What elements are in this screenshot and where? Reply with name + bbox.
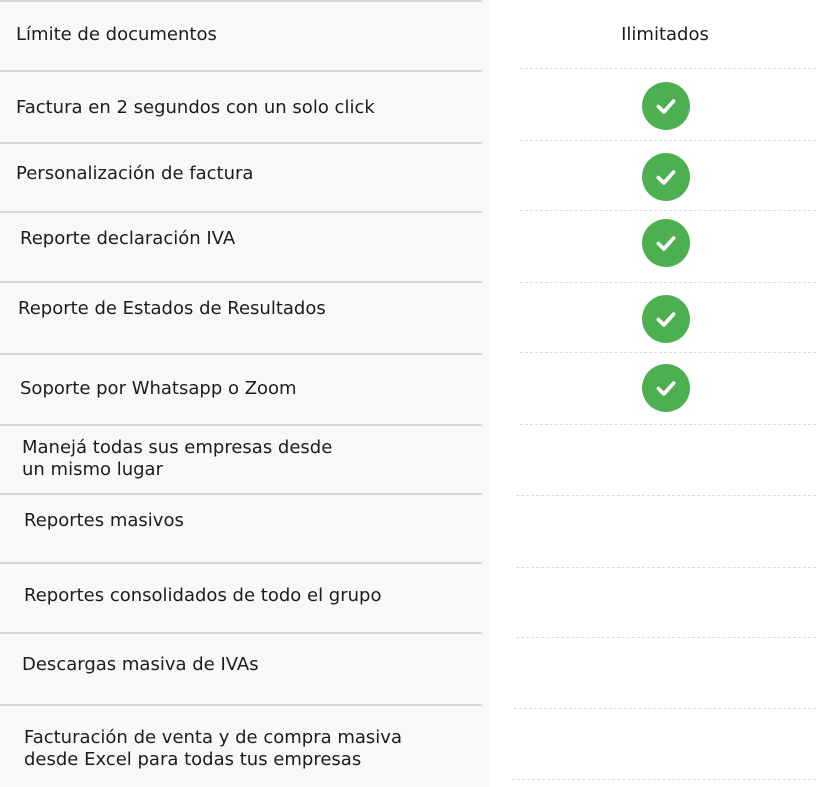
row-separator: [520, 210, 816, 211]
divider: [0, 632, 482, 634]
row-separator: [520, 68, 816, 69]
row-separator: [516, 567, 816, 568]
divider: [0, 281, 482, 283]
feature-label: Manejá todas sus empresas desde un mismo lugar: [22, 437, 333, 480]
check-circle-icon: [642, 82, 690, 130]
feature-label: Reportes masivos: [24, 510, 184, 531]
check-circle-icon: [642, 364, 690, 412]
row-separator: [516, 637, 816, 638]
row-separator: [520, 424, 816, 425]
divider: [0, 142, 482, 144]
feature-label: Factura en 2 segundos con un solo click: [16, 97, 375, 118]
divider: [0, 562, 482, 564]
divider: [0, 704, 482, 706]
feature-label: Personalización de factura: [16, 163, 254, 184]
check-circle-icon: [642, 295, 690, 343]
check-circle-icon: [642, 153, 690, 201]
divider: [0, 353, 482, 355]
feature-label: Facturación de venta y de compra masiva desde Excel para todas tus empresas: [24, 727, 402, 770]
feature-label: Soporte por Whatsapp o Zoom: [20, 378, 297, 399]
feature-value: Ilimitados: [621, 24, 709, 45]
row-separator: [516, 495, 816, 496]
divider: [0, 424, 482, 426]
divider: [0, 0, 482, 2]
check-circle-icon: [642, 219, 690, 267]
divider: [0, 493, 482, 495]
row-separator: [520, 352, 816, 353]
feature-label: Reportes consolidados de todo el grupo: [24, 585, 382, 606]
row-separator: [520, 282, 816, 283]
feature-label: Reporte de Estados de Resultados: [18, 298, 326, 319]
divider: [0, 70, 482, 72]
divider: [0, 211, 482, 213]
row-separator: [512, 779, 816, 780]
feature-label: Reporte declaración IVA: [20, 228, 236, 249]
row-separator: [514, 708, 816, 709]
row-separator: [520, 140, 816, 141]
feature-label: Descargas masiva de IVAs: [22, 654, 259, 675]
feature-label: Límite de documentos: [16, 24, 217, 45]
